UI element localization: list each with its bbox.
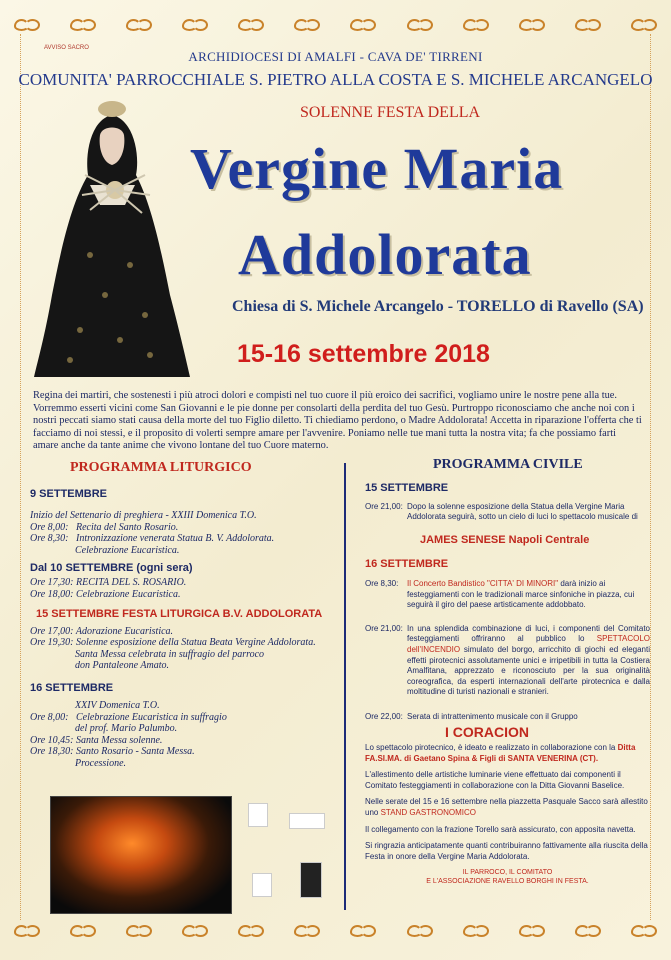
lit-day-3: 15 SETTEMBRE FESTA LITURGICA B.V. ADDOLORATA xyxy=(36,607,323,620)
title-line-1: Vergine Maria xyxy=(190,136,564,201)
lit-line: don Pantaleone Amato. xyxy=(30,660,169,672)
top-ornament-border xyxy=(14,16,657,30)
lit-line: del prof. Mario Palumbo. xyxy=(30,723,178,735)
artist-name: JAMES SENESE Napoli Centrale xyxy=(420,533,590,546)
lit-line: Inizio del Settenario di preghiera - XXIII Domenica T.O. xyxy=(30,510,257,521)
madonna-statue-image xyxy=(30,95,195,385)
civ-row: Ore 21,00: Dopo la solenne esposizione della Statua della Vergine Maria Addolorata seguirà, sotto un cielo di luci lo spettacolo musicale di xyxy=(365,501,638,522)
avviso-label: AVVISO SACRO xyxy=(44,45,89,51)
comunita-line: COMUNITA' PARROCCHIALE S. PIETRO ALLA COSTA E S. MICHELE ARCANGELO xyxy=(18,70,653,89)
lit-line: Ore 10,45: Santa Messa solenne. xyxy=(30,734,163,746)
civ-paragraph: Lo spettacolo pirotecnico, è ideato e realizzato in collaborazione con la Ditta FA.SI.MA. di Gaetano Spina & Figli di SANTA VENERINA (CT). xyxy=(365,743,636,763)
madonna-small-logo xyxy=(300,862,322,898)
festival-date: 15-16 settembre 2018 xyxy=(237,340,490,368)
lit-line: Ore 18,30: Santo Rosario - Santa Messa. xyxy=(30,746,195,758)
lit-day-1: 9 SETTEMBRE xyxy=(30,488,108,500)
civ-paragraph: Nelle serate del 15 e 16 settembre nella piazzetta Pasquale Sacco sarà allestito uno STAND GASTRONOMICO xyxy=(365,797,648,818)
civ-row: Ore 8,30: Il Concerto Bandistico "CITTA' DI MINORI" darà inizio ai festeggiamenti con le tradizionali marce sinfoniche in piazza, cui seguirà il giro del paese artisticamente addobbato. xyxy=(365,578,635,610)
municipality-crest-logo xyxy=(248,803,268,827)
signature-line-2: E L'ASSOCIAZIONE RAVELLO BORGHI IN FESTA. xyxy=(426,878,589,886)
liturgical-program xyxy=(30,488,340,770)
civ-day-1: 15 SETTEMBRE xyxy=(365,482,449,494)
lit-line: Ore 8,00: Recita del Santo Rosario. xyxy=(30,521,179,533)
lit-line: Ore 18,00: Celebrazione Eucaristica. xyxy=(30,588,181,600)
civil-heading: PROGRAMMA CIVILE xyxy=(433,457,583,472)
liturgical-heading: PROGRAMMA LITURGICO xyxy=(70,460,252,475)
lit-line: Ore 19,30: Solenne esposizione della Statua Beata Vergine Addolorata. xyxy=(30,637,316,649)
diocesi-line: ARCHIDIOCESI DI AMALFI - CAVA DE' TIRRENI xyxy=(188,49,483,64)
title-line-2: Addolorata xyxy=(238,222,532,287)
lit-line: Processione. xyxy=(30,757,127,769)
lit-line: Ore 17,00: Adorazione Eucaristica. xyxy=(30,625,174,637)
bottom-ornament-border xyxy=(14,922,657,936)
group-name: I CORACION xyxy=(445,723,529,740)
prayer-text: Regina dei martiri, che sostenesti i più atroci dolori e compisti nel tuo cuore il più eroico dei sacrifici, vogliamo unire le nostre pene alla tue. Vorremmo esserti vicini come San Giovanni e le pie donne per consolarti della perdita del tuo Gesù. Purtroppo riconosciamo che anche noi con i nostri peccati siamo stati causa della morte del tuo Figlio diletto. Ti chiediamo perdono, o Madre Addolorata! Accetta in riparazione l'offerta che ti facciamo di noi stessi, e il proposito di volerti sempre amare per l'avvenire. Poniamo nelle tue mani tutta la nostra vita; fa che possiamo farti amare anche da tante anime che vivono lontane del tuo Cuore materno. xyxy=(33,390,642,452)
civ-row: Ore 21,00: In una splendida combinazione di luci, i componenti del Comitato festeggiamenti offriranno al pubblico lo SPETTACOLO dell'INCENDIO simulato del borgo, arricchito di giochi ed eleganti effetti pirotecnici assolutamente unici e irripetibili in tutta la Costiera Amalfitana, apprezzato e riconosciuto per la sua originalità coreografica, da esperti internazionali dell'arte pirotecnica e dalla moltitudine di turisti nazionali e stranieri. xyxy=(365,623,650,697)
lit-day-4: 16 SETTEMBRE xyxy=(30,681,114,694)
lit-line: XXIV Domenica T.O. xyxy=(30,699,160,711)
association-logo xyxy=(252,873,272,897)
civ-paragraph: L'allestimento delle artistiche luminarie viene effettuato dai componenti il Comitato festeggiamenti in collaborazione con la Ditta Giovanni Baselice. xyxy=(365,770,625,790)
left-border xyxy=(20,34,22,920)
church-location: Chiesa di S. Michele Arcangelo - TORELLO di Ravello (SA) xyxy=(232,298,644,315)
lit-line: Celebrazione Eucaristica. xyxy=(30,544,180,556)
civ-day-2: 16 SETTEMBRE xyxy=(365,558,449,571)
lit-line: Santa Messa celebrata in suffragio del parroco xyxy=(30,648,265,660)
solenne-subtitle: SOLENNE FESTA DELLA xyxy=(300,104,481,121)
civ-paragraph: Il collegamento con la frazione Torello sarà assicurato, con apposita navetta. xyxy=(365,824,636,834)
sponsor-logo xyxy=(289,813,325,829)
column-divider xyxy=(344,463,346,910)
signature-line-1: IL PARROCO, IL COMITATO xyxy=(462,869,553,877)
civil-program xyxy=(365,483,650,886)
lit-line: Ore 17,30: RECITA DEL S. ROSARIO. xyxy=(30,577,187,589)
right-border xyxy=(650,34,652,920)
civ-row: Ore 22,00: Serata di intrattenimento musicale con il Gruppo xyxy=(365,711,578,721)
lit-day-2: Dal 10 SETTEMBRE (ogni sera) xyxy=(30,562,193,575)
lit-line: Ore 8,30: Intronizzazione venerata Statua B. V. Addolorata. xyxy=(30,533,275,545)
civ-paragraph: Si ringrazia anticipatamente quanti contribuiranno fattivamente alla riuscita della Festa in onore della Vergine Maria Addolorata. xyxy=(365,841,648,861)
lit-line: Ore 8,00: Celebrazione Eucaristica in suffragio xyxy=(30,711,227,723)
fireworks-photo xyxy=(50,796,232,914)
